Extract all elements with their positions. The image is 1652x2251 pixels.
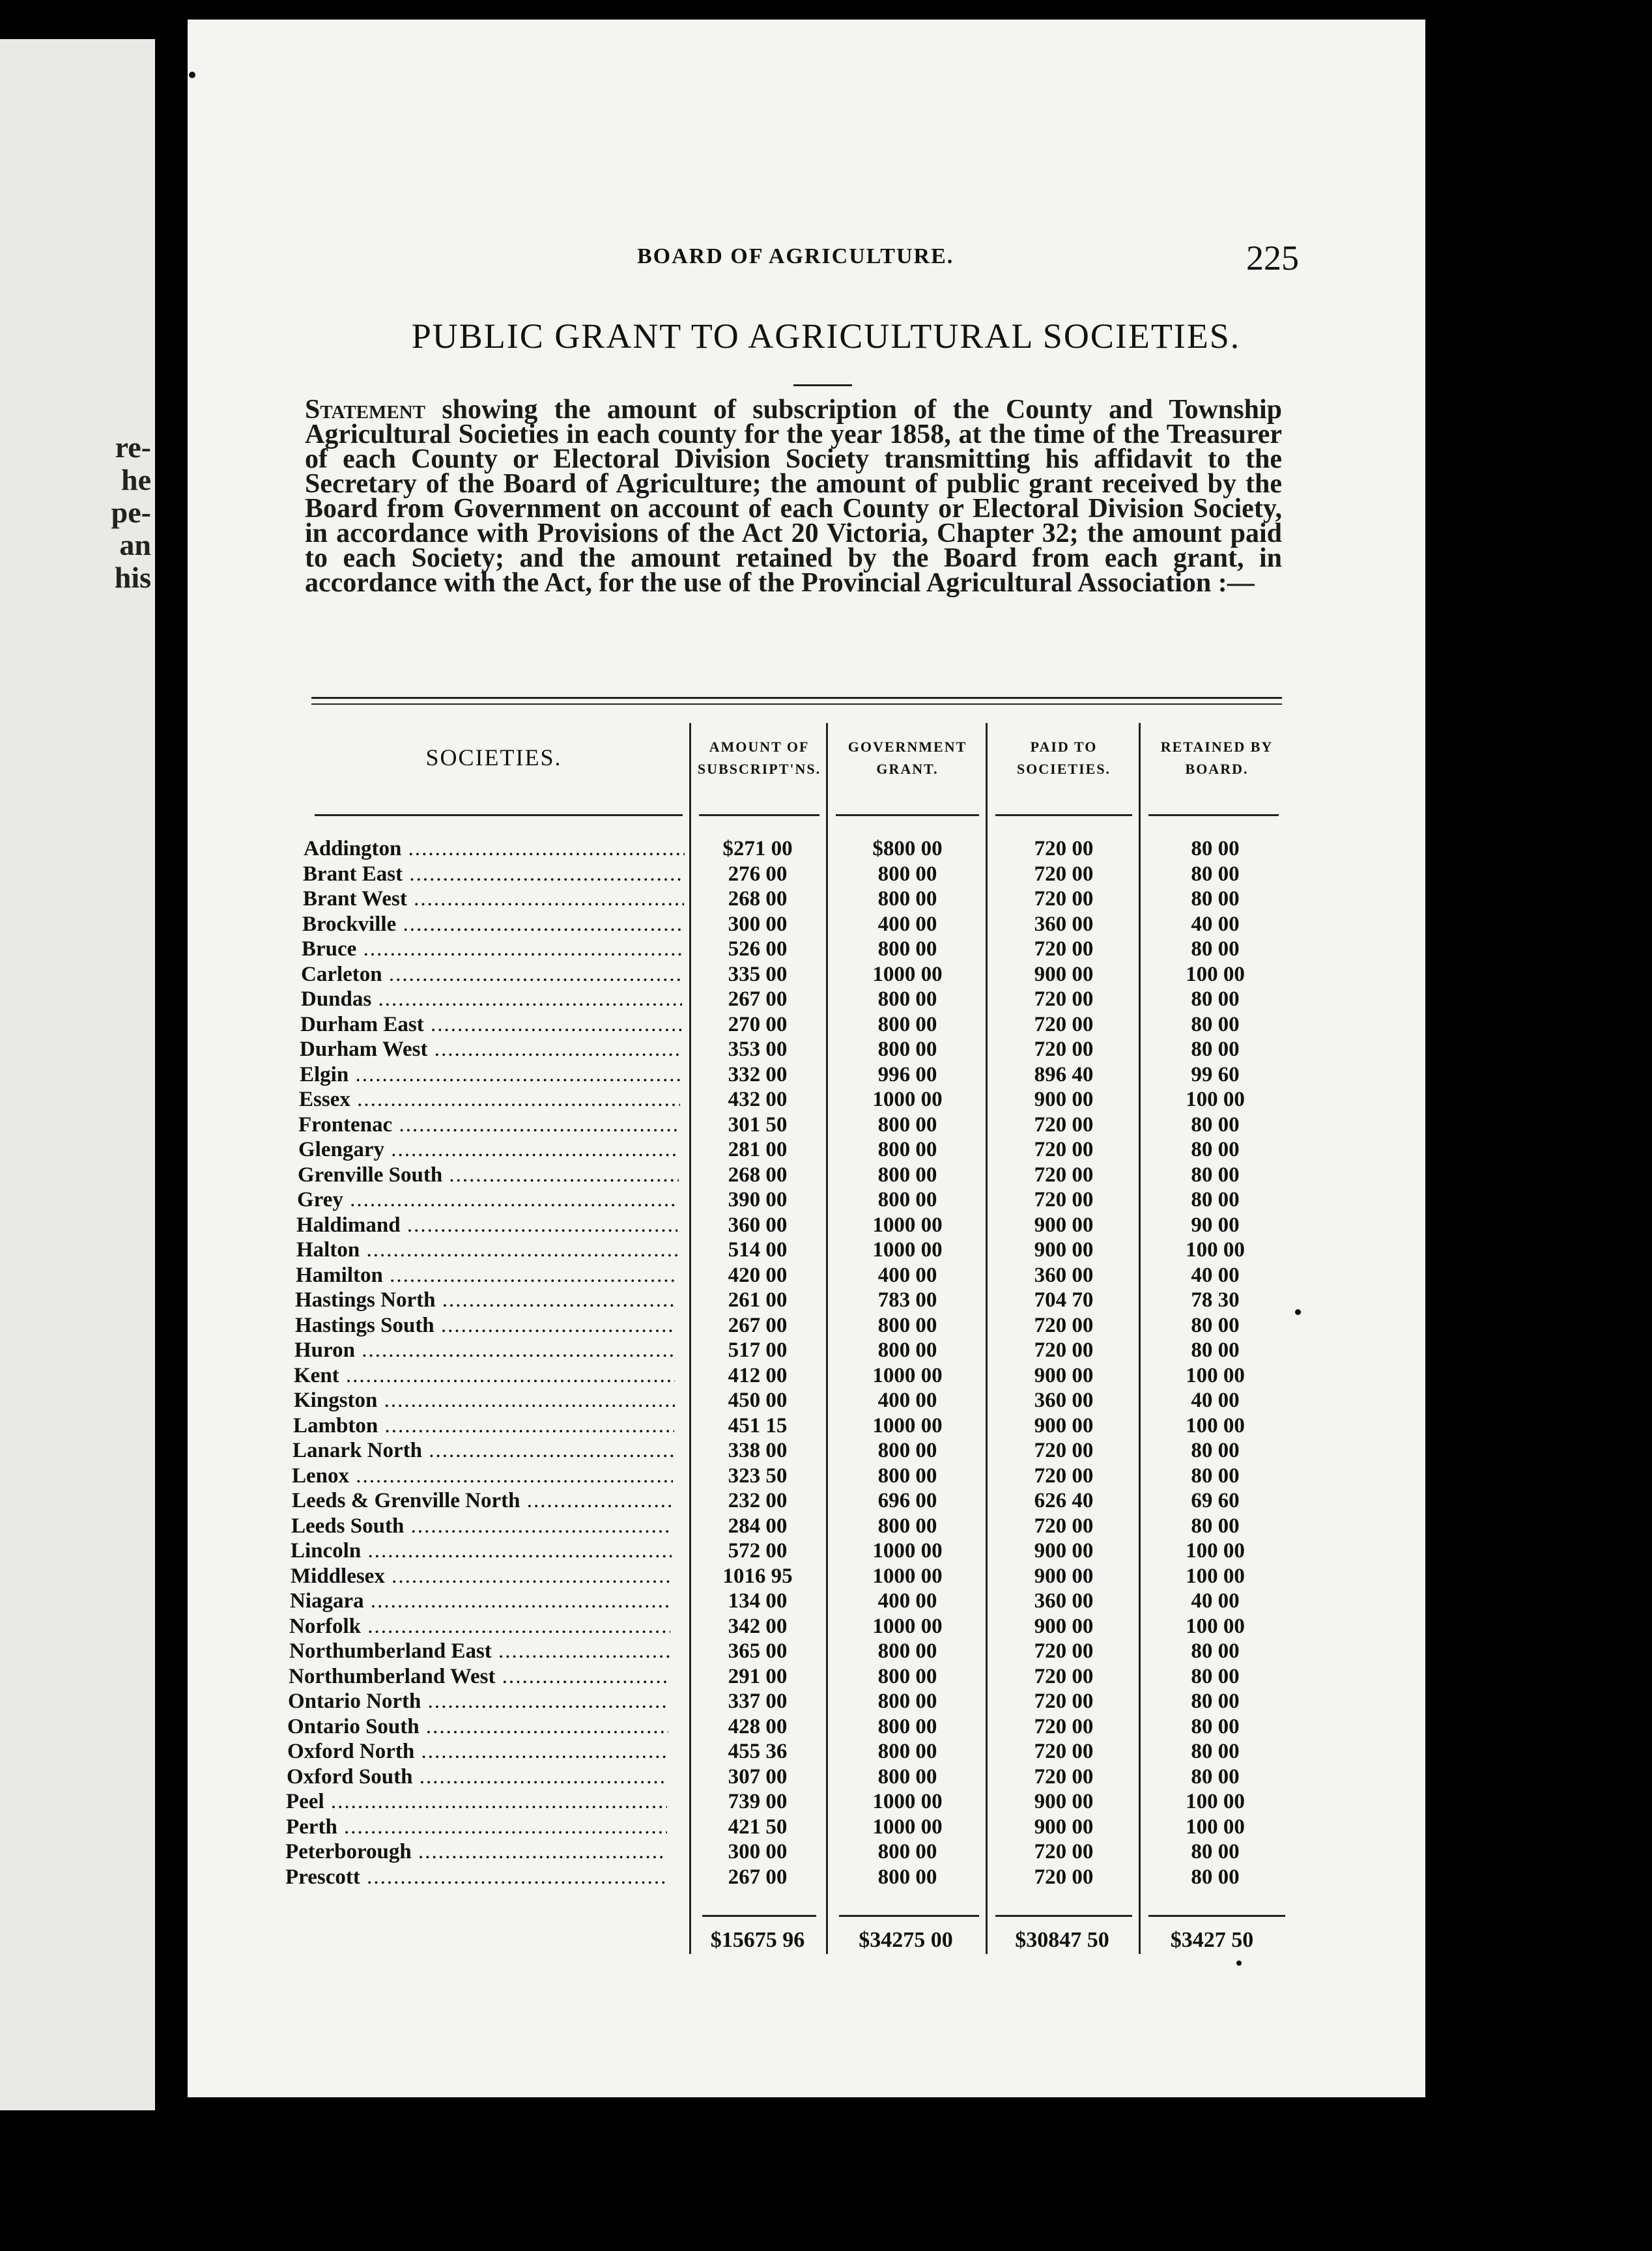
society-name: Prescott .....	[285, 1865, 666, 1890]
society-name: Leeds & Grenville North .....	[292, 1489, 673, 1513]
retained-amount: 80 00	[1191, 1038, 1240, 1061]
retained-amount: 80 00	[1191, 1514, 1240, 1538]
subscription-amount: 267 00	[728, 987, 788, 1011]
society-name: Northumberland East .....	[289, 1639, 670, 1663]
paid-amount: 720 00	[1034, 1514, 1094, 1538]
retained-amount: 100 00	[1186, 1238, 1245, 1262]
retained-amount: 80 00	[1191, 1639, 1240, 1663]
table-row	[285, 887, 1289, 912]
ink-speck	[189, 72, 195, 78]
paid-amount: 720 00	[1034, 1012, 1094, 1036]
society-name: Kingston .....	[294, 1389, 675, 1413]
retained-amount: 100 00	[1186, 1363, 1245, 1387]
society-name: Hastings North .....	[295, 1288, 676, 1312]
paid-amount: 720 00	[1034, 1112, 1094, 1137]
retained-amount: 80 00	[1191, 1464, 1240, 1488]
facing-page-fragment: an	[119, 528, 151, 561]
retained-amount: 80 00	[1191, 837, 1240, 860]
retained-amount: 80 00	[1191, 862, 1240, 886]
table-row	[285, 1364, 1289, 1389]
subscription-amount: 360 00	[728, 1213, 788, 1237]
government-grant-amount: 996 00	[877, 1062, 937, 1086]
paid-amount: 720 00	[1034, 1464, 1094, 1488]
retained-amount: 80 00	[1191, 1313, 1240, 1337]
society-name: Grenville South .....	[298, 1163, 679, 1187]
society-name: Durham West .....	[300, 1038, 681, 1062]
government-grant-amount: 800 00	[877, 1012, 937, 1036]
retained-amount: 40 00	[1191, 1389, 1240, 1412]
subscription-amount: 268 00	[728, 1163, 788, 1187]
society-name: Grey .....	[297, 1188, 678, 1212]
facing-page-fragment: his	[114, 561, 151, 594]
paid-amount: 900 00	[1034, 1539, 1094, 1563]
retained-amount: 40 00	[1191, 1263, 1240, 1287]
retained-amount: 100 00	[1186, 1539, 1245, 1563]
table-row	[285, 1038, 1289, 1062]
paid-amount: 900 00	[1034, 1564, 1094, 1588]
retained-amount: 80 00	[1191, 1865, 1240, 1889]
government-grant-amount: 800 00	[877, 1865, 937, 1889]
statement-lead: Statement	[305, 395, 426, 425]
paid-amount: 720 00	[1034, 1865, 1094, 1889]
statement-paragraph	[305, 395, 1282, 598]
paid-amount: 720 00	[1034, 837, 1094, 860]
society-name: Brant West .....	[303, 887, 684, 911]
government-grant-amount: 800 00	[877, 1639, 937, 1663]
society-name: Carleton .....	[301, 963, 682, 987]
table-row	[285, 937, 1289, 962]
table-row	[285, 1564, 1289, 1589]
society-name: Norfolk .....	[289, 1615, 670, 1639]
paid-amount: 720 00	[1034, 1138, 1094, 1161]
subscription-amount: 739 00	[728, 1790, 788, 1813]
paid-amount: 720 00	[1034, 1664, 1094, 1688]
retained-amount: 100 00	[1186, 1564, 1245, 1588]
subscription-amount: 337 00	[728, 1690, 788, 1713]
table-row	[285, 1138, 1289, 1163]
government-grant-amount: 1000 00	[872, 1614, 943, 1638]
subscription-amount: 267 00	[728, 1865, 788, 1889]
subscription-amount: 232 00	[728, 1489, 788, 1512]
society-name: Elgin .....	[300, 1063, 681, 1087]
government-grant-amount: 1000 00	[872, 1790, 943, 1813]
paid-amount: 720 00	[1034, 1038, 1094, 1061]
society-name: Glengary .....	[298, 1138, 679, 1162]
paid-amount: 900 00	[1034, 1238, 1094, 1262]
society-name: Northumberland West .....	[289, 1665, 670, 1689]
government-grant-amount: 1000 00	[872, 1413, 943, 1437]
government-grant-header: GOVERNMENT GRANT.	[847, 739, 967, 777]
table-row	[285, 1765, 1289, 1790]
facing-page-fragment: re-	[115, 431, 151, 464]
subscription-amount: 517 00	[728, 1338, 788, 1362]
subscription-amount: 412 00	[728, 1363, 788, 1387]
paid-amount: 900 00	[1034, 1363, 1094, 1387]
subscription-amount: 390 00	[728, 1188, 788, 1211]
government-grant-amount: 800 00	[877, 1464, 937, 1488]
retained-amount: 80 00	[1191, 1664, 1240, 1688]
table-row	[285, 1615, 1289, 1639]
subscription-amount: 291 00	[728, 1664, 788, 1688]
subscription-amount: 335 00	[728, 962, 788, 986]
header-rule	[699, 814, 819, 816]
subscription-amount: 342 00	[728, 1614, 788, 1638]
government-grant-amount: 800 00	[877, 1514, 937, 1538]
government-grant-amount: 1000 00	[872, 1213, 943, 1237]
society-name: Frontenac .....	[298, 1113, 679, 1137]
government-grant-amount: 800 00	[877, 1714, 937, 1738]
government-grant-amount: 800 00	[877, 1764, 937, 1789]
table-row	[285, 987, 1289, 1012]
table-row	[285, 1464, 1289, 1489]
government-grant-amount: 1000 00	[872, 1238, 943, 1262]
subscription-amount: 420 00	[728, 1263, 788, 1287]
document-page	[188, 20, 1425, 2097]
retained-amount: 80 00	[1191, 1163, 1240, 1187]
table-row	[285, 862, 1289, 887]
government-grant-amount: 800 00	[877, 1690, 937, 1713]
society-name: Brant East .....	[303, 862, 684, 886]
government-grant-amount: 783 00	[877, 1288, 937, 1312]
retained-amount: 80 00	[1191, 1138, 1240, 1161]
header-rule	[315, 814, 683, 816]
retained-amount: 80 00	[1191, 1188, 1240, 1211]
society-name: Ontario North .....	[288, 1690, 669, 1714]
government-grant-amount: 400 00	[877, 1389, 937, 1412]
paid-amount: 720 00	[1034, 1313, 1094, 1337]
table-top-rule	[311, 703, 1282, 705]
retained-amount: 80 00	[1191, 887, 1240, 911]
paid-amount: 720 00	[1034, 1163, 1094, 1187]
total-retained: $3427 50	[1170, 1928, 1254, 1952]
paid-amount: 720 00	[1034, 862, 1094, 886]
government-grant-amount: 800 00	[877, 1038, 937, 1061]
government-grant-amount: 800 00	[877, 987, 937, 1011]
total-rule	[839, 1915, 979, 1917]
table-row	[285, 1589, 1289, 1614]
retained-amount: 80 00	[1191, 1439, 1240, 1462]
table-row	[285, 837, 1289, 862]
retained-amount: 80 00	[1191, 1714, 1240, 1738]
paid-amount: 720 00	[1034, 937, 1094, 961]
subscription-amount: 284 00	[728, 1514, 788, 1538]
paid-amount: 900 00	[1034, 1815, 1094, 1839]
retained-amount: 80 00	[1191, 1112, 1240, 1137]
subscription-amount: 134 00	[728, 1589, 788, 1613]
society-name: Durham East .....	[300, 1013, 681, 1037]
table-row	[285, 1338, 1289, 1363]
retained-amount: 80 00	[1191, 1740, 1240, 1763]
subscription-amount: 270 00	[728, 1012, 788, 1036]
table-row	[285, 1389, 1289, 1413]
government-grant-amount: 1000 00	[872, 1564, 943, 1588]
paid-amount: 626 40	[1034, 1489, 1094, 1512]
society-name: Haldimand .....	[296, 1213, 677, 1238]
society-name: Peel .....	[286, 1790, 667, 1814]
government-grant-amount: 800 00	[877, 1740, 937, 1763]
header-rule	[995, 814, 1132, 816]
paid-amount: 720 00	[1034, 1740, 1094, 1763]
retained-amount: 78 30	[1191, 1288, 1240, 1312]
table-row	[285, 1163, 1289, 1188]
subscription-amount: 268 00	[728, 887, 788, 911]
total-rule	[1148, 1915, 1285, 1917]
facing-page-fragment: he	[121, 463, 151, 496]
table-row	[285, 1314, 1289, 1338]
subscription-amount: 421 50	[728, 1815, 788, 1839]
paid-amount: 900 00	[1034, 1614, 1094, 1638]
paid-amount: 900 00	[1034, 1790, 1094, 1813]
subscription-amount: 281 00	[728, 1138, 788, 1161]
government-grant-amount: 800 00	[877, 1840, 937, 1863]
subscription-amount: 276 00	[728, 862, 788, 886]
table-row	[285, 1088, 1289, 1112]
paid-amount: 720 00	[1034, 1714, 1094, 1738]
society-name: Hamilton .....	[296, 1264, 677, 1288]
page-title: PUBLIC GRANT TO AGRICULTURAL SOCIETIES.	[411, 317, 1241, 356]
subscription-amount: 514 00	[728, 1238, 788, 1262]
retained-amount: 80 00	[1191, 1690, 1240, 1713]
government-grant-amount: 800 00	[877, 1338, 937, 1362]
retained-amount: 80 00	[1191, 1840, 1240, 1863]
society-name: Addington .....	[304, 837, 685, 861]
government-grant-amount: 800 00	[877, 1138, 937, 1161]
table-row	[285, 1639, 1289, 1664]
table-row	[285, 1690, 1289, 1714]
retained-amount: 100 00	[1186, 1815, 1245, 1839]
paid-amount: 720 00	[1034, 887, 1094, 911]
government-grant-amount: 800 00	[877, 1313, 937, 1337]
table-row	[285, 1790, 1289, 1815]
society-name: Lincoln .....	[291, 1539, 672, 1563]
header-rule	[1148, 814, 1279, 816]
paid-amount: 900 00	[1034, 962, 1094, 986]
totals-row	[285, 1928, 1289, 1961]
government-grant-amount: $800 00	[872, 837, 943, 860]
subscription-amount: 450 00	[728, 1389, 788, 1412]
subscription-amount: 338 00	[728, 1439, 788, 1462]
paid-amount: 360 00	[1034, 912, 1094, 936]
subscription-amount: 451 15	[728, 1413, 788, 1437]
society-name: Kent .....	[294, 1364, 675, 1388]
table-top-rule	[311, 697, 1282, 699]
table-row	[285, 1665, 1289, 1690]
government-grant-amount: 696 00	[877, 1489, 937, 1512]
table-row	[285, 1715, 1289, 1740]
table-row	[285, 1288, 1289, 1313]
table-row	[285, 1740, 1289, 1764]
society-name: Halton .....	[296, 1238, 677, 1262]
paid-header: PAID TO SOCIETIES.	[1016, 739, 1111, 777]
government-grant-amount: 400 00	[877, 1263, 937, 1287]
table-row	[285, 1188, 1289, 1213]
government-grant-amount: 800 00	[877, 1188, 937, 1211]
paid-amount: 704 70	[1034, 1288, 1094, 1312]
society-name: Perth .....	[286, 1815, 667, 1839]
subscription-amount: 432 00	[728, 1088, 788, 1111]
subscription-amount: 353 00	[728, 1038, 788, 1061]
society-name: Niagara .....	[290, 1589, 671, 1613]
page-header	[188, 238, 1425, 283]
government-grant-amount: 800 00	[877, 1439, 937, 1462]
government-grant-amount: 1000 00	[872, 1815, 943, 1839]
table-row	[285, 1063, 1289, 1088]
facing-page-fragment: pe-	[111, 496, 151, 529]
government-grant-amount: 400 00	[877, 912, 937, 936]
society-name: Ontario South .....	[287, 1715, 668, 1739]
society-name: Dundas .....	[301, 987, 682, 1012]
paid-amount: 720 00	[1034, 987, 1094, 1011]
society-name: Leeds South .....	[291, 1514, 672, 1538]
government-grant-amount: 1000 00	[872, 962, 943, 986]
society-name: Peterborough .....	[285, 1840, 666, 1864]
paid-amount: 720 00	[1034, 1338, 1094, 1362]
society-name: Lambton .....	[293, 1414, 674, 1438]
society-name: Hastings South .....	[295, 1314, 676, 1338]
table-row	[285, 1865, 1289, 1890]
societies-header: SOCIETIES.	[425, 744, 562, 771]
government-grant-amount: 800 00	[877, 1112, 937, 1137]
retained-amount: 90 00	[1191, 1213, 1240, 1237]
title-rule	[793, 384, 852, 386]
paid-amount: 360 00	[1034, 1263, 1094, 1287]
table-row	[285, 1264, 1289, 1288]
total-rule	[995, 1915, 1132, 1917]
subscription-amount: 267 00	[728, 1313, 788, 1337]
subscription-amount: $271 00	[722, 837, 793, 860]
table-row	[285, 1113, 1289, 1138]
table-row	[285, 1840, 1289, 1865]
society-name: Essex .....	[299, 1088, 680, 1112]
paid-amount: 900 00	[1034, 1413, 1094, 1437]
paid-amount: 720 00	[1034, 1188, 1094, 1211]
subscription-amount: 572 00	[728, 1539, 788, 1563]
retained-amount: 100 00	[1186, 1088, 1245, 1111]
society-name: Oxford North .....	[287, 1740, 668, 1764]
retained-header: RETAINED BY BOARD.	[1160, 739, 1274, 777]
subscription-amount: 526 00	[728, 937, 788, 961]
subscription-amount: 300 00	[728, 912, 788, 936]
table-row	[285, 1414, 1289, 1439]
government-grant-amount: 800 00	[877, 1664, 937, 1688]
society-name: Oxford South .....	[287, 1765, 668, 1789]
subscription-amount: 428 00	[728, 1714, 788, 1738]
society-name: Brockville .....	[302, 913, 683, 937]
paid-amount: 720 00	[1034, 1840, 1094, 1863]
society-name: Lanark North .....	[292, 1439, 674, 1463]
retained-amount: 80 00	[1191, 1764, 1240, 1789]
paid-amount: 720 00	[1034, 1764, 1094, 1789]
total-rule	[702, 1915, 816, 1917]
government-grant-amount: 1000 00	[872, 1088, 943, 1111]
retained-amount: 69 60	[1191, 1489, 1240, 1512]
facing-page-edge	[0, 39, 155, 2110]
table-row	[285, 913, 1289, 937]
government-grant-amount: 800 00	[877, 887, 937, 911]
government-grant-amount: 400 00	[877, 1589, 937, 1613]
paid-amount: 896 40	[1034, 1062, 1094, 1086]
subscription-amount: 301 50	[728, 1112, 788, 1137]
government-grant-amount: 800 00	[877, 862, 937, 886]
retained-amount: 40 00	[1191, 1589, 1240, 1613]
table-row	[285, 1489, 1289, 1514]
subscription-amount: 332 00	[728, 1062, 788, 1086]
paid-amount: 720 00	[1034, 1690, 1094, 1713]
retained-amount: 40 00	[1191, 912, 1240, 936]
table-row	[285, 1013, 1289, 1038]
page-number: 225	[1246, 238, 1299, 277]
subscriptions-header: AMOUNT OF SUBSCRIPT'NS.	[697, 739, 821, 777]
table-row	[285, 1439, 1289, 1464]
retained-amount: 99 60	[1191, 1062, 1240, 1086]
running-title: BOARD OF AGRICULTURE.	[637, 244, 954, 268]
ink-speck	[1295, 1309, 1301, 1315]
government-grant-amount: 1000 00	[872, 1539, 943, 1563]
paid-amount: 900 00	[1034, 1088, 1094, 1111]
paid-amount: 360 00	[1034, 1389, 1094, 1412]
retained-amount: 80 00	[1191, 1012, 1240, 1036]
subscription-amount: 307 00	[728, 1764, 788, 1789]
government-grant-amount: 800 00	[877, 937, 937, 961]
retained-amount: 80 00	[1191, 1338, 1240, 1362]
total-paid: $30847 50	[1015, 1928, 1109, 1952]
subscription-amount: 455 36	[728, 1740, 788, 1763]
society-name: Huron .....	[294, 1338, 676, 1363]
header-rule	[836, 814, 979, 816]
paid-amount: 720 00	[1034, 1439, 1094, 1462]
government-grant-amount: 1000 00	[872, 1363, 943, 1387]
table-row	[285, 1815, 1289, 1840]
society-name: Middlesex .....	[291, 1564, 672, 1589]
retained-amount: 100 00	[1186, 962, 1245, 986]
retained-amount: 100 00	[1186, 1413, 1245, 1437]
table-row	[285, 1514, 1289, 1539]
subscription-amount: 261 00	[728, 1288, 788, 1312]
total-subscriptions: $15675 96	[710, 1928, 805, 1952]
table-row	[285, 963, 1289, 987]
paid-amount: 720 00	[1034, 1639, 1094, 1663]
retained-amount: 80 00	[1191, 987, 1240, 1011]
table-row	[285, 1539, 1289, 1564]
total-government-grant: $34275 00	[859, 1928, 953, 1952]
society-name: Bruce .....	[302, 937, 683, 961]
government-grant-amount: 800 00	[877, 1163, 937, 1187]
retained-amount: 80 00	[1191, 937, 1240, 961]
paid-amount: 900 00	[1034, 1213, 1094, 1237]
book-gutter	[155, 0, 188, 2251]
table-row	[285, 1238, 1289, 1263]
ink-speck	[1236, 1961, 1242, 1966]
paid-amount: 360 00	[1034, 1589, 1094, 1613]
retained-amount: 100 00	[1186, 1790, 1245, 1813]
society-name: Lenox .....	[292, 1464, 673, 1488]
statement-text: showing the amount of subscription of the County and Township Agricultural Societies in each county for the year 1858, at the time of the Treasurer of each County or Electoral Division Society transmitting his affidavit to the Secretary of the Board of Agriculture; the amount of public grant received by the Board from Government on account of each County or Electoral Division Society, in accordance with Provisions of the Act 20 Victoria, Chapter 32; the amount paid to each Society; and the amount retained by the Board from each grant, in accordance with the Act, for the use of the Provincial Agricultural Association :—	[305, 395, 1282, 598]
subscription-amount: 300 00	[728, 1840, 788, 1863]
retained-amount: 100 00	[1186, 1614, 1245, 1638]
subscription-amount: 365 00	[728, 1639, 788, 1663]
subscription-amount: 323 50	[728, 1464, 788, 1488]
subscription-amount: 1016 95	[722, 1564, 793, 1588]
table-row	[285, 1213, 1289, 1238]
